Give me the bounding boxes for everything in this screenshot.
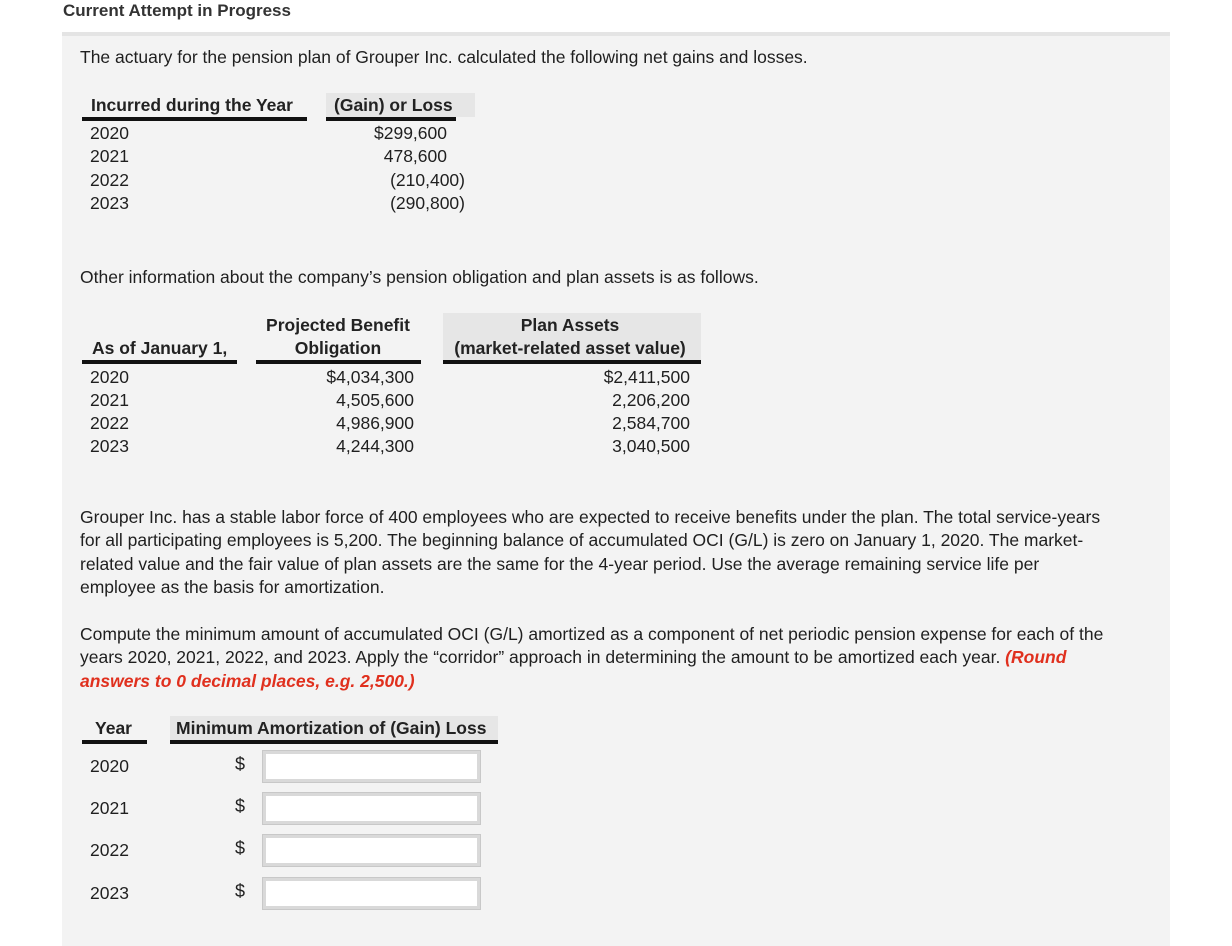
- table-row-year: 2021: [90, 146, 129, 166]
- plan-assets-value: $2,411,500: [603, 367, 690, 387]
- answer-row-year: 2023: [90, 883, 129, 903]
- instruction-line: [80, 646, 1066, 670]
- instruction-text: years 2020, 2021, 2022, and 2023. Apply the “corridor” approach in determining the amount to be amortized each year.: [80, 647, 1006, 667]
- rounding-note: answers to 0 decimal places, e.g. 2,500.): [80, 671, 415, 691]
- amortization-2023-input[interactable]: [263, 878, 480, 909]
- table-row-year: 2020: [90, 123, 129, 143]
- currency-symbol: $: [235, 796, 246, 816]
- year-header: Year: [95, 718, 132, 738]
- gain-loss-value: $299,600: [374, 123, 447, 143]
- pbo-value: 4,505,600: [336, 390, 414, 410]
- currency-symbol: $: [235, 754, 246, 774]
- amortization-2022-input[interactable]: [263, 835, 480, 866]
- gain-loss-value: (290,800): [390, 193, 465, 213]
- as-of-header: As of January 1,: [92, 338, 228, 358]
- plan-assets-value: 2,206,200: [612, 390, 690, 410]
- plan-assets-value: 3,040,500: [612, 436, 690, 456]
- gain-loss-header: (Gain) or Loss: [334, 95, 453, 115]
- plan-assets-header-line2: (market-related asset value): [454, 338, 686, 358]
- instruction-line: Compute the minimum amount of accumulated OCI (G/L) amortized as a component of net periodic pension expense for each of the: [80, 624, 1104, 644]
- table-row-year: 2021: [90, 390, 129, 410]
- table-row-year: 2022: [90, 170, 129, 190]
- table-row-year: 2022: [90, 413, 129, 433]
- table-row-year: 2020: [90, 367, 129, 387]
- amortization-header: Minimum Amortization of (Gain) Loss: [176, 718, 487, 738]
- status-bar: [62, 0, 1170, 32]
- table-row-year: 2023: [90, 193, 129, 213]
- amortization-2020-input[interactable]: [263, 751, 480, 782]
- pbo-value: $4,034,300: [326, 367, 414, 387]
- scenario-line: employee as the basis for amortization.: [80, 577, 385, 597]
- answer-row-year: 2021: [90, 798, 129, 818]
- answer-row-year: 2020: [90, 756, 129, 776]
- incurred-header: Incurred during the Year: [91, 95, 293, 115]
- gain-loss-value: 478,600: [383, 146, 447, 166]
- table-row-year: 2023: [90, 436, 129, 456]
- pbo-header-line2: Obligation: [294, 338, 382, 358]
- header-rule: [82, 740, 147, 744]
- currency-symbol: $: [235, 881, 246, 901]
- currency-symbol: $: [235, 838, 246, 858]
- rounding-note: (Round: [1005, 647, 1067, 667]
- plan-assets-value: 2,584,700: [612, 413, 690, 433]
- intro-text: The actuary for the pension plan of Grouper Inc. calculated the following net gains and losses.: [80, 47, 808, 67]
- header-rule: [256, 360, 421, 364]
- header-rule: [443, 360, 701, 364]
- question-panel: [62, 36, 1170, 946]
- scenario-line: related value and the fair value of plan assets are the same for the 4-year period. Use the average remaining service life per: [80, 554, 1040, 574]
- plan-assets-header-line1: Plan Assets: [520, 315, 620, 335]
- header-rule: [326, 117, 456, 121]
- gain-loss-value: (210,400): [390, 170, 465, 190]
- pbo-value: 4,986,900: [336, 413, 414, 433]
- header-rule: [82, 360, 237, 364]
- scenario-line: Grouper Inc. has a stable labor force of 400 employees who are expected to receive benefits under the plan. The total service-years: [80, 507, 1101, 527]
- scenario-line: for all participating employees is 5,200. The beginning balance of accumulated OCI (G/L) is zero on January 1, 2020. The market-: [80, 530, 1084, 550]
- header-rule: [170, 740, 498, 744]
- pbo-value: 4,244,300: [336, 436, 414, 456]
- attempt-status: Current Attempt in Progress: [63, 1, 291, 20]
- header-rule: [82, 117, 307, 121]
- pbo-header-line1: Projected Benefit: [266, 315, 410, 335]
- answer-row-year: 2022: [90, 840, 129, 860]
- other-info-text: Other information about the company’s pension obligation and plan assets is as follows.: [80, 267, 759, 287]
- amortization-2021-input[interactable]: [263, 793, 480, 824]
